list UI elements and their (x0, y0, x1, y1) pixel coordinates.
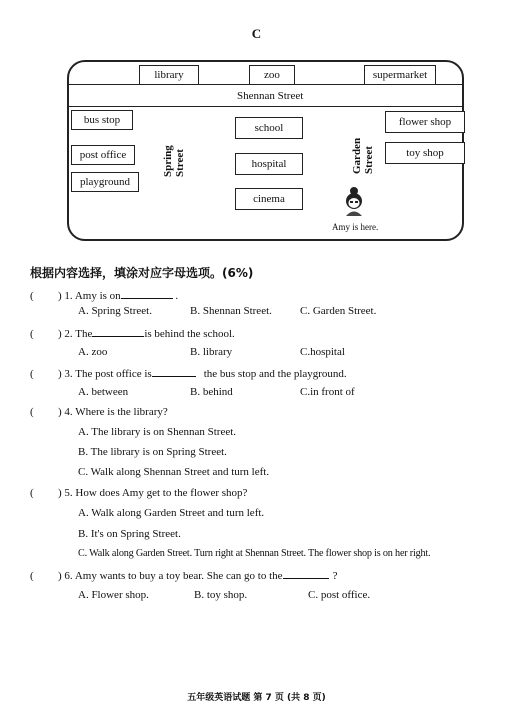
answer-paren-close: ) (58, 570, 62, 582)
instruction: 根据内容选择，填涂对应字母选项。(6%) (30, 266, 254, 280)
option-6a: A. Flower shop. (78, 589, 149, 601)
option-1b: B. Shennan Street. (190, 305, 272, 317)
question-text-end: . (175, 290, 179, 302)
answer-blank[interactable] (283, 568, 329, 579)
answer-blank[interactable] (121, 288, 173, 299)
option-5c: C. Walk along Garden Street. Turn right at Shennan Street. The flower shop is on her right. (78, 548, 431, 559)
amy-label: Amy is here. (332, 222, 379, 232)
option-3a: A. between (78, 386, 129, 398)
question-text-end: is behind the school. (144, 328, 235, 340)
option-6c: C. post office. (308, 589, 371, 601)
answer-paren-open: ( (30, 328, 34, 340)
option-6b: B. toy shop. (194, 589, 248, 601)
answer-blank[interactable] (92, 326, 144, 337)
question-text: 5. How does Amy get to the flower shop? (64, 487, 248, 499)
question-5 (30, 487, 247, 499)
option-3b: B. behind (190, 386, 233, 398)
question-6 (30, 568, 337, 582)
option-2b: B. library (190, 346, 233, 358)
option-4b: B. The library is on Spring Street. (78, 446, 227, 458)
answer-paren-close: ) (58, 406, 62, 418)
map-playground: playground (71, 172, 139, 192)
answer-paren-open: ( (30, 290, 34, 302)
question-3 (30, 366, 347, 380)
street-spring: Spring Street (162, 145, 186, 177)
question-text: 3. The post office is (64, 368, 152, 380)
answer-paren-open: ( (30, 487, 34, 499)
answer-blank[interactable] (152, 366, 196, 377)
question-text: 2. The (64, 328, 93, 340)
map-hospital: hospital (235, 153, 303, 175)
question-2 (30, 326, 235, 340)
option-3c: C.in front of (300, 386, 355, 398)
answer-paren-open: ( (30, 368, 34, 380)
map-school: school (235, 117, 303, 139)
answer-paren-close: ) (58, 368, 62, 380)
question-text: 6. Amy wants to buy a toy bear. She can go to the (64, 570, 283, 582)
answer-paren-close: ) (58, 328, 62, 340)
answer-paren-open: ( (30, 570, 34, 582)
option-5a: A. Walk along Garden Street and turn left. (78, 507, 265, 519)
option-2a: A. zoo (78, 346, 108, 358)
option-4a: A. The library is on Shennan Street. (78, 426, 237, 438)
street-garden: Garden Street (351, 137, 375, 174)
question-text-end: ? (332, 570, 338, 582)
question-text: 4. Where is the library? (64, 406, 168, 418)
map-bus-stop: bus stop (71, 110, 133, 130)
map-top-line (69, 84, 462, 85)
street-map (67, 60, 464, 241)
map-library: library (139, 65, 199, 85)
option-5b: B. It's on Spring Street. (78, 528, 181, 540)
map-toy-shop: toy shop (385, 142, 465, 164)
street-shennan: Shennan Street (237, 90, 304, 102)
option-2c: C.hospital (300, 346, 345, 358)
question-4 (30, 406, 168, 418)
answer-paren-open: ( (30, 406, 34, 418)
section-letter: C (251, 26, 262, 41)
map-zoo: zoo (249, 65, 295, 85)
amy-figure-icon (341, 186, 367, 218)
map-shennan-line (69, 106, 462, 107)
map-cinema: cinema (235, 188, 303, 210)
option-4c: C. Walk along Shennan Street and turn left. (78, 466, 270, 478)
map-post-office: post office (71, 145, 135, 165)
question-text-end: the bus stop and the playground. (203, 368, 347, 380)
question-1 (30, 288, 178, 302)
answer-paren-close: ) (58, 487, 62, 499)
map-supermarket: supermarket (364, 65, 436, 85)
page-footer: 五年级英语试题 第 7 页 (共 8 页) (187, 693, 326, 703)
option-1c: C. Garden Street. (300, 305, 377, 317)
option-1a: A. Spring Street. (78, 305, 152, 317)
answer-paren-close: ) (58, 290, 62, 302)
question-text: 1. Amy is on (64, 290, 121, 302)
map-flower-shop: flower shop (385, 111, 465, 133)
